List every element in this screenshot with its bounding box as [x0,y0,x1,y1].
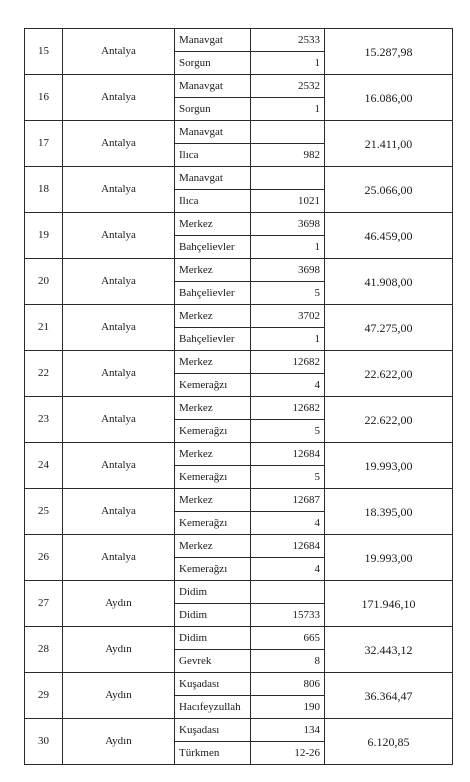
province-cell: Antalya [63,121,175,167]
province-cell: Antalya [63,29,175,75]
table-row [25,535,453,558]
area-cell: 46.459,00 [325,213,453,259]
province-cell: Antalya [63,167,175,213]
table-row [25,443,453,466]
neighborhood-cell: Didim [175,604,251,627]
area-cell: 32.443,12 [325,627,453,673]
area-cell: 19.993,00 [325,535,453,581]
table-row [25,259,453,282]
district-cell: Merkez [175,305,251,328]
parcel-table-body [25,29,453,765]
district-cell: Merkez [175,489,251,512]
block-number-cell: 2533 [251,29,325,52]
province-cell: Aydın [63,673,175,719]
block-number-cell: 3702 [251,305,325,328]
parcel-number-cell: 1021 [251,190,325,213]
table-row [25,581,453,604]
neighborhood-cell: Gevrek [175,650,251,673]
neighborhood-cell: Sorgun [175,52,251,75]
area-cell: 18.395,00 [325,489,453,535]
area-cell: 171.946,10 [325,581,453,627]
parcel-number-cell: 4 [251,512,325,535]
neighborhood-cell: Kemerağzı [175,374,251,397]
block-number-cell: 665 [251,627,325,650]
parcel-number-cell: 5 [251,282,325,305]
parcel-number-cell: 1 [251,98,325,121]
parcel-number-cell: 982 [251,144,325,167]
parcel-number-cell: 4 [251,374,325,397]
row-number: 18 [25,167,63,213]
block-number-cell [251,167,325,190]
district-cell: Manavgat [175,75,251,98]
province-cell: Antalya [63,489,175,535]
district-cell: Merkez [175,443,251,466]
row-number: 23 [25,397,63,443]
district-cell: Kuşadası [175,719,251,742]
row-number: 15 [25,29,63,75]
table-row [25,121,453,144]
row-number: 16 [25,75,63,121]
district-cell: Manavgat [175,167,251,190]
block-number-cell: 12682 [251,351,325,374]
row-number: 22 [25,351,63,397]
province-cell: Aydın [63,719,175,765]
parcel-number-cell: 4 [251,558,325,581]
area-cell: 22.622,00 [325,397,453,443]
row-number: 26 [25,535,63,581]
province-cell: Antalya [63,397,175,443]
row-number: 30 [25,719,63,765]
parcel-number-cell: 8 [251,650,325,673]
neighborhood-cell: Kemerağzı [175,420,251,443]
parcel-number-cell: 12-26 [251,742,325,765]
neighborhood-cell: Bahçelievler [175,328,251,351]
province-cell: Antalya [63,535,175,581]
district-cell: Manavgat [175,29,251,52]
block-number-cell: 806 [251,673,325,696]
row-number: 17 [25,121,63,167]
block-number-cell: 12687 [251,489,325,512]
row-number: 28 [25,627,63,673]
row-number: 21 [25,305,63,351]
neighborhood-cell: Hacıfeyzullah [175,696,251,719]
district-cell: Didim [175,627,251,650]
row-number: 29 [25,673,63,719]
table-row [25,75,453,98]
district-cell: Merkez [175,535,251,558]
table-row [25,167,453,190]
neighborhood-cell: Bahçelievler [175,282,251,305]
neighborhood-cell: Kemerağzı [175,466,251,489]
district-cell: Merkez [175,259,251,282]
province-cell: Antalya [63,213,175,259]
table-row [25,627,453,650]
parcel-number-cell: 1 [251,328,325,351]
parcel-number-cell: 1 [251,52,325,75]
area-cell: 36.364,47 [325,673,453,719]
province-cell: Antalya [63,305,175,351]
block-number-cell [251,121,325,144]
block-number-cell: 3698 [251,213,325,236]
district-cell: Manavgat [175,121,251,144]
neighborhood-cell: Bahçelievler [175,236,251,259]
parcel-number-cell: 190 [251,696,325,719]
neighborhood-cell: Ilıca [175,190,251,213]
province-cell: Aydın [63,581,175,627]
district-cell: Merkez [175,213,251,236]
parcel-number-cell: 5 [251,466,325,489]
parcel-number-cell: 15733 [251,604,325,627]
area-cell: 19.993,00 [325,443,453,489]
neighborhood-cell: Türkmen [175,742,251,765]
row-number: 24 [25,443,63,489]
province-cell: Antalya [63,351,175,397]
block-number-cell: 12682 [251,397,325,420]
parcel-table [24,28,453,765]
block-number-cell: 134 [251,719,325,742]
district-cell: Merkez [175,397,251,420]
district-cell: Kuşadası [175,673,251,696]
area-cell: 25.066,00 [325,167,453,213]
area-cell: 6.120,85 [325,719,453,765]
neighborhood-cell: Ilıca [175,144,251,167]
province-cell: Aydın [63,627,175,673]
province-cell: Antalya [63,75,175,121]
area-cell: 41.908,00 [325,259,453,305]
row-number: 19 [25,213,63,259]
row-number: 20 [25,259,63,305]
district-cell: Didim [175,581,251,604]
row-number: 25 [25,489,63,535]
neighborhood-cell: Kemerağzı [175,512,251,535]
block-number-cell [251,581,325,604]
block-number-cell: 3698 [251,259,325,282]
block-number-cell: 12684 [251,535,325,558]
table-row [25,673,453,696]
block-number-cell: 12684 [251,443,325,466]
table-row [25,489,453,512]
neighborhood-cell: Sorgun [175,98,251,121]
table-row [25,305,453,328]
neighborhood-cell: Kemerağzı [175,558,251,581]
area-cell: 16.086,00 [325,75,453,121]
table-row [25,29,453,52]
table-row [25,719,453,742]
parcel-number-cell: 1 [251,236,325,259]
area-cell: 47.275,00 [325,305,453,351]
row-number: 27 [25,581,63,627]
table-row [25,213,453,236]
district-cell: Merkez [175,351,251,374]
parcel-number-cell: 5 [251,420,325,443]
block-number-cell: 2532 [251,75,325,98]
table-row [25,397,453,420]
area-cell: 15.287,98 [325,29,453,75]
area-cell: 21.411,00 [325,121,453,167]
area-cell: 22.622,00 [325,351,453,397]
province-cell: Antalya [63,443,175,489]
province-cell: Antalya [63,259,175,305]
table-row [25,351,453,374]
